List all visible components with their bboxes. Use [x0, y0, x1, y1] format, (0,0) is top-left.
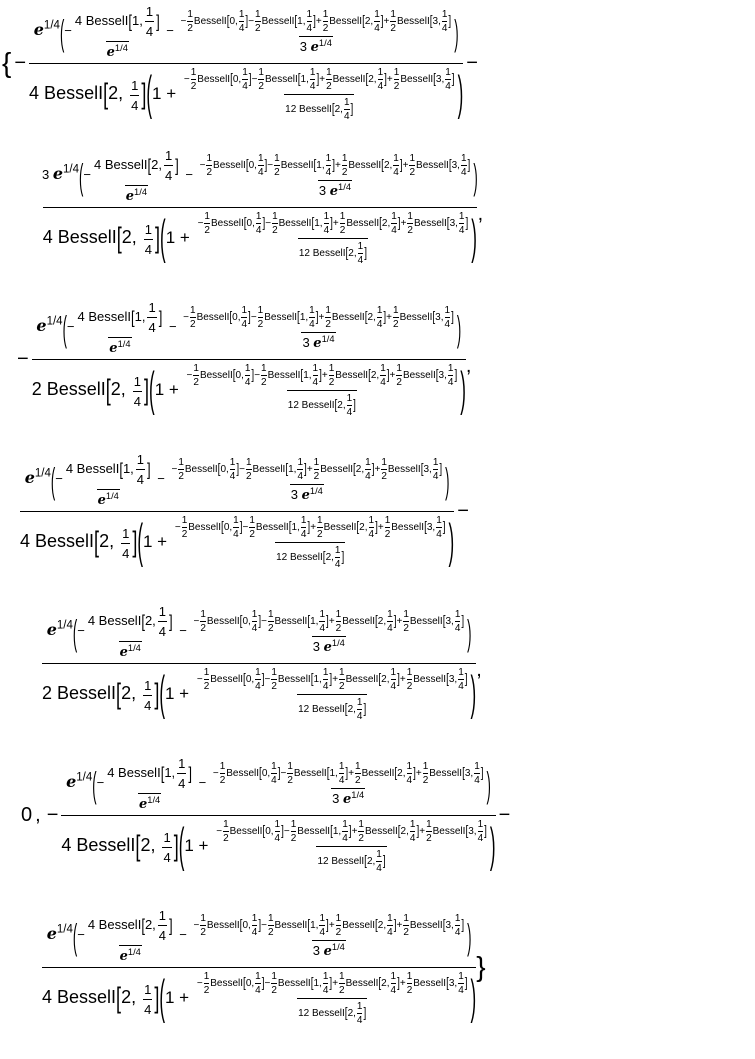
- bracket-glyph: ): [470, 666, 477, 720]
- bracket-glyph: (: [50, 459, 56, 501]
- bracket-glyph: ]: [353, 398, 356, 413]
- bracket-glyph: ]: [141, 77, 147, 110]
- numerator-expression: $e^{1/4}(-$ 4 BesselI[1, $\frac{1}{4}$ ] $e^{1/4}$ − − $\frac{1}{2}$ BesselI[0, $\frac{1}{4}$ ]− $\frac{1}{2}$ BesselI[1, $\frac{1}{4}$ ]+ $\frac{1}{2}$ BesselI[2, $\frac{1}{4}$ ]+ $\frac{1}{2}$ BesselI[3, $\frac{1}{4}$ ] 3 $e^{1/4}$ ): [36, 300, 462, 356]
- bracket-glyph: [: [344, 702, 348, 717]
- bracket-glyph: [: [345, 246, 349, 261]
- bracket-glyph: [: [119, 459, 123, 480]
- bracket-glyph: ]: [399, 158, 403, 173]
- comma-separator: ,: [476, 659, 482, 681]
- bracket-glyph: [: [375, 918, 378, 933]
- bracket-glyph: [: [232, 368, 236, 383]
- bracket-glyph: ]: [175, 155, 179, 176]
- denominator-expression: 2 BesselI[2, $\frac{1}{4}$ ](1 + − $\frac{1}{2}$ BesselI[0, $\frac{1}{4}$ ]− $\frac{1}{2}$ BesselI[1, $\frac{1}{4}$ ]+ $\frac{1}{2}$ BesselI[2, $\frac{1}{4}$ ]+ $\frac{1}{2}$ BesselI[3, $\frac{1}{4}$ ] 12 BesselI[2, $\frac{1}{4}$ ] ): [32, 359, 466, 418]
- bracket-glyph: ]: [364, 246, 367, 261]
- fraction-term-5: [42, 604, 476, 722]
- bracket-glyph: [: [379, 216, 382, 231]
- bracket-glyph: [: [243, 216, 247, 231]
- bracket-glyph: ]: [316, 72, 320, 87]
- bracket-glyph: ]: [451, 310, 454, 325]
- bracket-glyph: [: [330, 824, 333, 839]
- bracket-glyph: ]: [363, 702, 367, 717]
- fraction-term-2: [42, 148, 478, 266]
- bracket-glyph: [: [424, 520, 427, 535]
- bracket-glyph: [: [322, 550, 326, 565]
- bracket-glyph: [: [326, 766, 330, 781]
- bracket-glyph: (: [92, 763, 97, 805]
- denominator-expression: 4 BesselI[2, $\frac{1}{4}$ ](1 + − $\frac{1}{2}$ BesselI[0, $\frac{1}{4}$ ]− $\frac{1}{2}$ BesselI[1, $\frac{1}{4}$ ]+ $\frac{1}{2}$ BesselI[2, $\frac{1}{4}$ ]+ $\frac{1}{2}$ BesselI[3, $\frac{1}{4}$ ] 12 BesselI[2, $\frac{1}{4}$ ] ): [20, 511, 454, 570]
- bracket-glyph: ]: [319, 368, 322, 383]
- fraction-term-6: [61, 756, 495, 874]
- bracket-glyph: ): [470, 970, 477, 1024]
- bracket-glyph: [: [344, 1006, 348, 1021]
- bracket-glyph: [: [442, 614, 446, 629]
- bracket-glyph: ]: [341, 550, 345, 565]
- bracket-glyph: [: [446, 672, 449, 687]
- bracket-glyph: [: [259, 766, 262, 781]
- bracket-glyph: [: [103, 77, 109, 110]
- bracket-glyph: [: [310, 672, 314, 687]
- bracket-glyph: (: [137, 514, 143, 568]
- bracket-glyph: ]: [261, 976, 265, 991]
- bracket-glyph: [: [432, 310, 436, 325]
- bracket-glyph: ]: [448, 14, 452, 29]
- bracket-glyph: [: [116, 221, 122, 254]
- bracket-glyph: [: [378, 976, 382, 991]
- bracket-glyph: [: [135, 829, 141, 862]
- bracket-glyph: [: [381, 158, 384, 173]
- bracket-glyph: ]: [382, 854, 386, 869]
- bracket-glyph: ]: [480, 766, 484, 781]
- bracket-glyph: ]: [383, 310, 387, 325]
- bracket-glyph: ]: [451, 72, 455, 87]
- bracket-glyph: [: [288, 520, 292, 535]
- zero-element: 0: [21, 803, 33, 826]
- bracket-glyph: ]: [169, 611, 173, 632]
- denominator-expression: 4 BesselI[2, $\frac{1}{4}$ ](1 + − $\frac{1}{2}$ BesselI[0, $\frac{1}{4}$ ]− $\frac{1}{2}$ BesselI[1, $\frac{1}{4}$ ]+ $\frac{1}{2}$ BesselI[2, $\frac{1}{4}$ ]+ $\frac{1}{2}$ BesselI[3, $\frac{1}{4}$ ] 12 BesselI[2, $\frac{1}{4}$ ] ): [29, 63, 463, 122]
- bracket-glyph: (: [159, 666, 165, 720]
- bracket-glyph: ]: [330, 216, 333, 231]
- bracket-glyph: ): [448, 514, 455, 568]
- fraction-term-7: [42, 908, 476, 1026]
- numerator-expression: $e^{1/4}(-$ 4 BesselI[1, $\frac{1}{4}$ ] $e^{1/4}$ − − $\frac{1}{2}$ BesselI[0, $\frac{1}{4}$ ]− $\frac{1}{2}$ BesselI[1, $\frac{1}{4}$ ]+ $\frac{1}{2}$ BesselI[2, $\frac{1}{4}$ ]+ $\frac{1}{2}$ BesselI[3, $\frac{1}{4}$ ] 3 $e^{1/4}$ ): [24, 452, 450, 508]
- bracket-glyph: [: [356, 520, 360, 535]
- minus-sign: −: [498, 803, 511, 826]
- bracket-glyph: (: [149, 362, 155, 416]
- minus-sign: −: [46, 803, 59, 826]
- bracket-glyph: ): [445, 459, 450, 501]
- bracket-glyph: ]: [348, 824, 352, 839]
- bracket-glyph: ]: [277, 766, 281, 781]
- bracket-glyph: [: [465, 824, 469, 839]
- bracket-glyph: [: [368, 368, 371, 383]
- bracket-glyph: ): [471, 210, 477, 264]
- bracket-glyph: ]: [132, 525, 138, 558]
- bracket-glyph: ]: [248, 72, 252, 87]
- bracket-glyph: ]: [326, 918, 329, 933]
- bracket-glyph: ]: [454, 368, 458, 383]
- bracket-glyph: [: [334, 398, 338, 413]
- bracket-glyph: [: [446, 216, 450, 231]
- bracket-glyph: ): [460, 362, 466, 416]
- bracket-glyph: ]: [464, 672, 468, 687]
- bracket-glyph: ]: [329, 672, 333, 687]
- numerator-expression: 3 $e^{1/4}(-$ 4 BesselI[2, $\frac{1}{4}$ ] $e^{1/4}$ − − $\frac{1}{2}$ BesselI[0, $\frac{1}{4}$ ]− $\frac{1}{2}$ BesselI[1, $\frac{1}{4}$ ]+ $\frac{1}{2}$ BesselI[2, $\frac{1}{4}$ ]+ $\frac{1}{2}$ BesselI[3, $\frac{1}{4}$ ] 3 $e^{1/4}$ ): [42, 148, 478, 204]
- bracket-glyph: [: [105, 373, 111, 406]
- bracket-glyph: ]: [464, 976, 468, 991]
- bracket-glyph: ]: [169, 915, 173, 936]
- bracket-glyph: ]: [350, 102, 354, 117]
- bracket-glyph: [: [364, 310, 368, 325]
- bracket-glyph: ]: [332, 158, 335, 173]
- bracket-glyph: ]: [188, 763, 193, 784]
- bracket-glyph: ]: [239, 520, 243, 535]
- numerator-expression: $e^{1/4}(-$ 4 BesselI[2, $\frac{1}{4}$ ] $e^{1/4}$ − − $\frac{1}{2}$ BesselI[0, $\frac{1}{4}$ ]− $\frac{1}{2}$ BesselI[1, $\frac{1}{4}$ ]+ $\frac{1}{2}$ BesselI[2, $\frac{1}{4}$ ]+ $\frac{1}{2}$ BesselI[3, $\frac{1}{4}$ ] 3 $e^{1/4}$ ): [46, 604, 472, 660]
- bracket-glyph: ]: [154, 677, 160, 710]
- expression-row-3: [14, 300, 471, 418]
- bracket-glyph: ]: [158, 307, 163, 328]
- bracket-glyph: ]: [261, 672, 265, 687]
- bracket-glyph: [: [147, 155, 152, 176]
- bracket-glyph: [: [353, 462, 356, 477]
- bracket-glyph: [: [397, 824, 401, 839]
- bracket-glyph: ]: [156, 11, 160, 32]
- bracket-glyph: ]: [236, 462, 240, 477]
- bracket-glyph: [: [429, 14, 433, 29]
- bracket-glyph: ]: [345, 766, 349, 781]
- numerator-expression: $e^{1/4}(-$ 4 BesselI[2, $\frac{1}{4}$ ] $e^{1/4}$ − − $\frac{1}{2}$ BesselI[0, $\frac{1}{4}$ ]− $\frac{1}{2}$ BesselI[1, $\frac{1}{4}$ ]+ $\frac{1}{2}$ BesselI[2, $\frac{1}{4}$ ]+ $\frac{1}{2}$ BesselI[3, $\frac{1}{4}$ ] 3 $e^{1/4}$ ): [46, 908, 472, 964]
- expression-row-7: [42, 908, 486, 1026]
- bracket-glyph: (: [160, 210, 166, 264]
- fraction-term-4: [20, 452, 454, 570]
- bracket-glyph: [: [462, 766, 465, 781]
- bracket-glyph: [: [217, 462, 221, 477]
- bracket-glyph: [: [245, 158, 249, 173]
- bracket-glyph: ]: [384, 72, 387, 87]
- bracket-glyph: ]: [262, 216, 266, 231]
- bracket-glyph: ): [467, 915, 472, 957]
- bracket-glyph: ]: [144, 373, 150, 406]
- bracket-glyph: ]: [173, 829, 179, 862]
- bracket-glyph: [: [394, 766, 398, 781]
- bracket-glyph: [: [297, 310, 300, 325]
- bracket-glyph: (: [79, 155, 84, 197]
- bracket-glyph: (: [159, 970, 165, 1024]
- bracket-glyph: [: [311, 216, 315, 231]
- bracket-glyph: [: [141, 915, 145, 936]
- bracket-glyph: ): [467, 611, 472, 653]
- bracket-glyph: [: [285, 462, 289, 477]
- bracket-glyph: ]: [329, 976, 333, 991]
- bracket-glyph: [: [365, 72, 369, 87]
- bracket-glyph: ]: [397, 672, 400, 687]
- minus-sign: −: [466, 51, 478, 74]
- denominator-expression: 4 BesselI[2, $\frac{1}{4}$ ](1 + − $\frac{1}{2}$ BesselI[0, $\frac{1}{4}$ ]− $\frac{1}{2}$ BesselI[1, $\frac{1}{4}$ ]+ $\frac{1}{2}$ BesselI[2, $\frac{1}{4}$ ]+ $\frac{1}{2}$ BesselI[3, $\frac{1}{4}$ ] 12 BesselI[2, $\frac{1}{4}$ ] ): [43, 207, 477, 266]
- bracket-glyph: [: [131, 307, 135, 328]
- bracket-glyph: (: [59, 11, 65, 53]
- bracket-glyph: ]: [304, 462, 307, 477]
- bracket-glyph: ]: [386, 368, 390, 383]
- bracket-glyph: [: [243, 976, 246, 991]
- bracket-glyph: [: [420, 462, 424, 477]
- bracket-glyph: ]: [484, 824, 487, 839]
- bracket-glyph: ): [486, 763, 491, 805]
- bracket-glyph: ]: [307, 520, 311, 535]
- bracket-glyph: ]: [467, 158, 471, 173]
- comma-separator: ,: [477, 203, 484, 225]
- bracket-glyph: (: [72, 611, 78, 653]
- bracket-glyph: [: [141, 611, 145, 632]
- bracket-glyph: [: [448, 158, 452, 173]
- bracket-glyph: [: [262, 824, 266, 839]
- bracket-glyph: [: [442, 918, 446, 933]
- bracket-glyph: ]: [315, 310, 319, 325]
- bracket-glyph: ]: [461, 918, 465, 933]
- bracket-glyph: [: [116, 981, 122, 1014]
- minus-sign: −: [14, 51, 27, 74]
- numerator-expression: $e^{1/4}(-$ 4 BesselI[1, $\frac{1}{4}$ ] $e^{1/4}$ − − $\frac{1}{2}$ BesselI[0, $\frac{1}{4}$ ]− $\frac{1}{2}$ BesselI[1, $\frac{1}{4}$ ]+ $\frac{1}{2}$ BesselI[2, $\frac{1}{4}$ ]+ $\frac{1}{2}$ BesselI[3, $\frac{1}{4}$ ] 3 $e^{1/4}$ ): [33, 4, 459, 60]
- bracket-glyph: [: [297, 72, 301, 87]
- bracket-glyph: (: [178, 818, 185, 872]
- minus-sign: −: [17, 347, 29, 370]
- bracket-glyph: [: [375, 614, 378, 629]
- bracket-glyph: ]: [313, 14, 316, 29]
- bracket-glyph: ]: [393, 614, 397, 629]
- bracket-glyph: [: [94, 525, 100, 558]
- bracket-glyph: [: [294, 14, 298, 29]
- bracket-glyph: [: [446, 976, 449, 991]
- bracket-glyph: ): [489, 818, 496, 872]
- bracket-glyph: ]: [416, 824, 420, 839]
- bracket-glyph: [: [364, 854, 367, 869]
- denominator-expression: 4 BesselI[2, $\frac{1}{4}$ ](1 + − $\frac{1}{2}$ BesselI[0, $\frac{1}{4}$ ]− $\frac{1}{2}$ BesselI[1, $\frac{1}{4}$ ]+ $\frac{1}{2}$ BesselI[2, $\frac{1}{4}$ ]+ $\frac{1}{2}$ BesselI[3, $\frac{1}{4}$ ] 12 BesselI[2, $\frac{1}{4}$ ] ): [42, 967, 476, 1026]
- bracket-glyph: [: [226, 14, 230, 29]
- bracket-glyph: ]: [439, 462, 443, 477]
- bracket-glyph: ]: [258, 918, 262, 933]
- bracket-glyph: ): [473, 155, 478, 197]
- bracket-glyph: (: [62, 307, 67, 349]
- bracket-glyph: [: [300, 368, 304, 383]
- comma-separator: ,: [35, 803, 41, 826]
- bracket-glyph: [: [116, 677, 122, 710]
- bracket-glyph: [: [230, 72, 233, 87]
- bracket-glyph: ]: [245, 14, 249, 29]
- bracket-glyph: [: [160, 763, 165, 784]
- bracket-glyph: [: [331, 102, 335, 117]
- bracket-glyph: [: [433, 72, 436, 87]
- bracket-glyph: [: [243, 672, 246, 687]
- expression-row-1: [2, 4, 481, 122]
- bracket-glyph: ]: [461, 614, 465, 629]
- bracket-glyph: [: [307, 614, 311, 629]
- bracket-glyph: ]: [413, 766, 416, 781]
- denominator-expression: 2 BesselI[2, $\frac{1}{4}$ ](1 + − $\frac{1}{2}$ BesselI[0, $\frac{1}{4}$ ]− $\frac{1}{2}$ BesselI[1, $\frac{1}{4}$ ]+ $\frac{1}{2}$ BesselI[2, $\frac{1}{4}$ ]+ $\frac{1}{2}$ BesselI[3, $\frac{1}{4}$ ] 12 BesselI[2, $\frac{1}{4}$ ] ): [42, 663, 476, 722]
- denominator-expression: 4 BesselI[2, $\frac{1}{4}$ ](1 + − $\frac{1}{2}$ BesselI[0, $\frac{1}{4}$ ]− $\frac{1}{2}$ BesselI[1, $\frac{1}{4}$ ]+ $\frac{1}{2}$ BesselI[2, $\frac{1}{4}$ ]+ $\frac{1}{2}$ BesselI[3, $\frac{1}{4}$ ] 12 BesselI[2, $\frac{1}{4}$ ] ): [61, 815, 495, 874]
- bracket-glyph: ]: [397, 216, 401, 231]
- bracket-glyph: (: [146, 66, 153, 120]
- expression-row-2: [42, 148, 483, 266]
- expression-row-5: [42, 604, 482, 722]
- bracket-glyph: [: [313, 158, 317, 173]
- bracket-glyph: ]: [281, 824, 284, 839]
- bracket-glyph: ): [457, 66, 464, 120]
- bracket-glyph: ]: [326, 614, 329, 629]
- bracket-glyph: ]: [147, 459, 151, 480]
- bracket-glyph: [: [435, 368, 439, 383]
- bracket-glyph: ]: [154, 981, 160, 1014]
- bracket-glyph: ]: [393, 918, 397, 933]
- expression-row-6: [18, 756, 513, 874]
- bracket-glyph: [: [362, 14, 365, 29]
- expression-row-4: [20, 452, 472, 570]
- bracket-glyph: ]: [371, 462, 375, 477]
- bracket-glyph: [: [221, 520, 224, 535]
- bracket-glyph: [: [378, 672, 382, 687]
- fraction-term-3: [32, 300, 466, 418]
- bracket-glyph: ]: [264, 158, 268, 173]
- close-brace: }: [476, 951, 486, 982]
- minus-sign: −: [457, 499, 469, 522]
- bracket-glyph: [: [307, 918, 311, 933]
- bracket-glyph: ]: [248, 310, 251, 325]
- bracket-glyph: [: [310, 976, 314, 991]
- bracket-glyph: ]: [442, 520, 446, 535]
- fraction-term-1: [29, 4, 463, 122]
- bracket-glyph: [: [239, 614, 243, 629]
- bracket-glyph: [: [128, 11, 132, 32]
- bracket-glyph: ]: [380, 14, 384, 29]
- open-brace: {: [2, 47, 12, 78]
- bracket-glyph: [: [229, 310, 233, 325]
- bracket-glyph: ]: [258, 614, 262, 629]
- bracket-glyph: ]: [375, 520, 378, 535]
- bracket-glyph: ]: [397, 976, 400, 991]
- bracket-glyph: (: [72, 915, 78, 957]
- bracket-glyph: ]: [251, 368, 255, 383]
- bracket-glyph: ]: [363, 1006, 367, 1021]
- bracket-glyph: ): [456, 307, 462, 349]
- comma-separator: ,: [465, 355, 472, 377]
- bracket-glyph: ]: [155, 221, 161, 254]
- numerator-expression: $e^{1/4}(-$ 4 BesselI[1, $\frac{1}{4}$ ] $e^{1/4}$ − − $\frac{1}{2}$ BesselI[0, $\frac{1}{4}$ ]− $\frac{1}{2}$ BesselI[1, $\frac{1}{4}$ ]+ $\frac{1}{2}$ BesselI[2, $\frac{1}{4}$ ]+ $\frac{1}{2}$ BesselI[3, $\frac{1}{4}$ ] 3 $e^{1/4}$ ): [66, 756, 491, 812]
- bracket-glyph: [: [239, 918, 243, 933]
- bracket-glyph: ]: [465, 216, 469, 231]
- bracket-glyph: ): [454, 11, 459, 53]
